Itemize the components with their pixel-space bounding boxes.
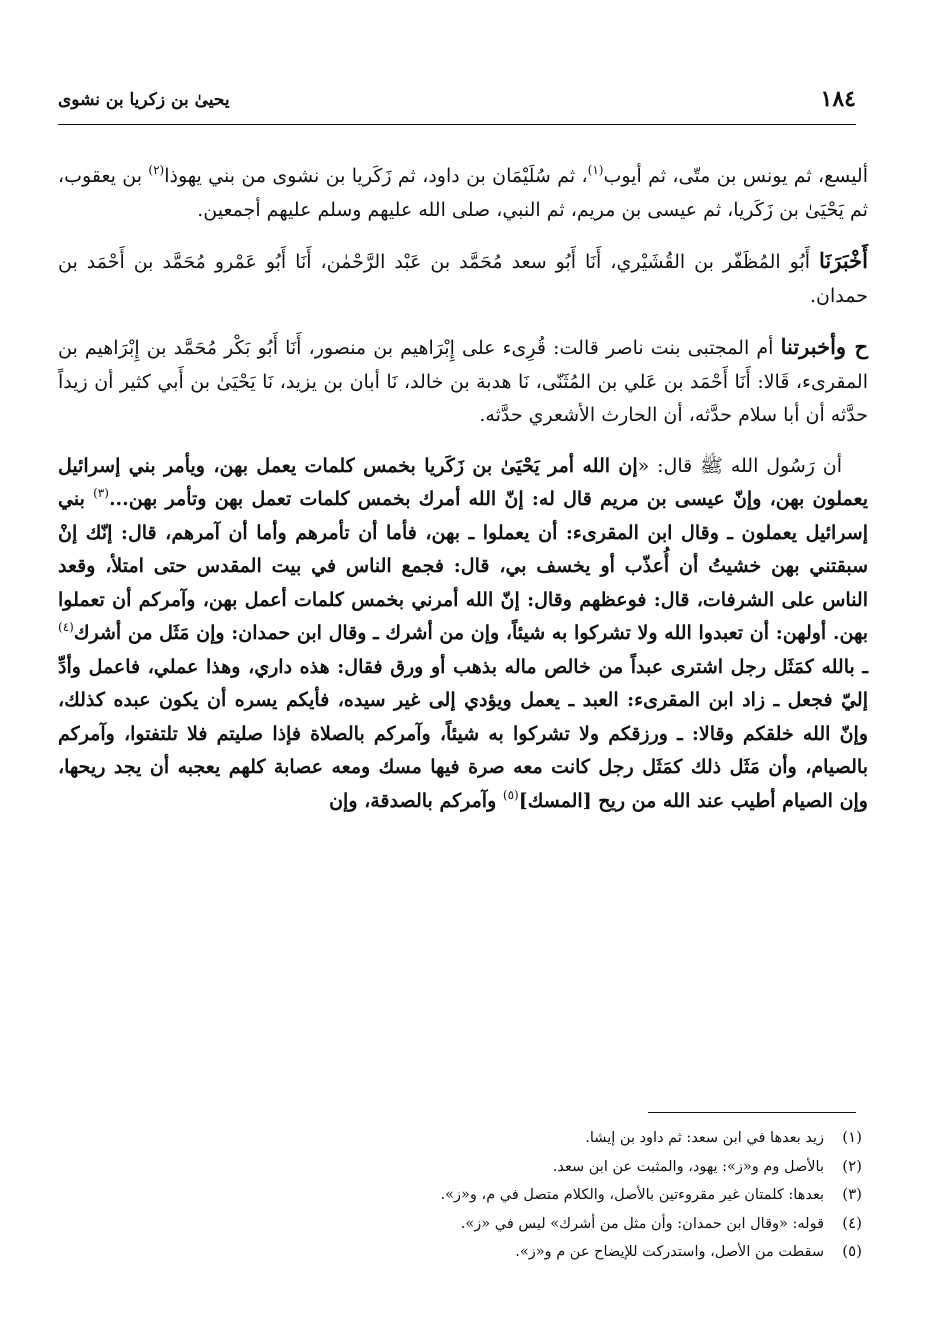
footnote [58, 1181, 862, 1210]
chain-opening: ح وأخبرتنا [780, 334, 869, 359]
footnote-text: بعدها: كلمتان غير مقروءتين بالأصل، والكلام متصل في م، و«ز». [440, 1187, 824, 1203]
footnote [58, 1153, 862, 1182]
main-text [58, 160, 868, 818]
footnote-marker: (٢) [148, 163, 165, 177]
footnote-number: (١) [842, 1128, 862, 1146]
footnote-marker: (٤) [58, 620, 74, 634]
footnote-divider [648, 1112, 856, 1113]
paragraph [58, 160, 868, 227]
running-title: يحيىٰ بن زكريا بن نشوى [58, 90, 230, 110]
hadith-text: إن الله أمر يَحْيَىٰ بن زَكَريا بخمس كلمات يعمل بهن، ويأمر بني إسرائيل يعملون بهن، وإنّ عيسى بن مريم قال له: إنّ الله أمرك بخمس كلمات تعمل بهن وتأمر بهن... [58, 454, 868, 510]
footnote-text: زيد بعدها في ابن سعد: ثم داود بن إيشا. [585, 1130, 824, 1146]
text-run: أليسع، ثم يونس بن متّى، ثم أيوب [603, 165, 868, 187]
footnote-marker: (١) [587, 163, 604, 177]
hadith-text: وآمركم بالصدقة، وإن [329, 789, 503, 812]
chain-opening: أَخْبَرَنَا [819, 248, 868, 273]
footnote-text: قوله: «وقال ابن حمدان: وأن مثل من أشرك» ليس في «ز». [460, 1215, 824, 1232]
text-run: بن يعقوب، ثم يَحْيَىٰ بن زَكَريا، ثم عيسى بن مريم، ثم النبي، صلى الله عليهم وسلم عليهم أجمعين. [58, 165, 868, 221]
footnotes [58, 1124, 862, 1267]
footnote-number: (٥) [842, 1242, 862, 1260]
text-run: أم المجتبى بنت ناصر قالت: قُرِىء على إِبْرَاهيم بن منصور، أَنَا أَبُو بَكْر مُحَمَّد بن إِبْرَاهيم بن المقرىء، قَالا: أَنَا أَحْمَد بن عَلي بن المُثَنّى، نَا هدبة بن خالد، نَا أبان بن يزيد، نَا يَحْيَىٰ بن أَبي كثير أن زيداً حدَّثه أن أبا سلام حدَّثه، أن الحارث الأشعري حدَّثه. [58, 337, 868, 426]
hadith-text: ـ بالله كمَثَل رجل اشترى عبداً من خالص ماله بذهب أو ورق فقال: هذه داري، وهذا عملي، فاعمل وأدِّ إليّ فجعل ـ زاد ابن المقرىء: العبد ـ يعمل ويؤدي إلى غير سيده، فأيكم يسره أن يكون عبده كذلك، وإنّ الله خلقكم وقالا: ـ ورزقكم ولا تشركوا به شيئاً، وآمركم بالصلاة فإذا صليتم فلا تلتفتوا، وآمركم بالصيام، وأن مَثَل ذلك كمَثَل رجل كانت معه صرة فيها مسك ومعه عصابة كلهم يعجبه أن يجد ريحها، وإن الصيام أطيب عند الله من ريح [المسك] [58, 655, 868, 812]
footnote-text: بالأصل وم و«ز»: يهود، والمثبت عن ابن سعد. [552, 1158, 824, 1175]
footnote-marker: (٥) [502, 787, 519, 802]
header-divider [58, 124, 856, 125]
text-run: ، ثم سُلَيْمَان بن داود، ثم زَكَريا بن نشوى من بني يهوذا [164, 165, 588, 187]
paragraph [58, 244, 868, 313]
footnote-number: (٤) [842, 1213, 862, 1232]
footnote-number: (٣) [842, 1185, 862, 1203]
page-header [58, 84, 856, 120]
page-number: ١٨٤ [820, 86, 856, 112]
footnote [58, 1210, 862, 1239]
footnote [58, 1124, 862, 1153]
footnote [58, 1238, 862, 1267]
footnote-marker: (٣) [93, 486, 109, 500]
hadith-text: بني إسرائيل يعملون ـ وقال ابن المقرىء: أن يعملوا ـ بهن، فأما أن تأمرهم وأما أن آمرهم، قال: إنّك إنْ سبقتني بهن خشيتُ أن أُعذّب أو يخسف بي، قال: فجمع الناس في بيت المقدس حتى امتلأ، وقعد الناس على الشرفات، قال: فوعظهم وقال: إنّ الله أمرني بخمس كلمات أعمل بهن، وآمركم أن تعملوا بهن. أولهن: أن تعبدوا الله ولا تشركوا به شيئاً، وإن من أشرك ـ وقال ابن حمدان: وإن مَثَل من أشرك [58, 488, 868, 644]
paragraph [58, 330, 868, 433]
text-run: أَبُو المُظَفّر بن القُشَيْري، أَنَا أَبُو سعد مُحَمَّد بن عَبْد الرَّحْمٰن، أَنَا أَبُو عَمْرو مُحَمَّد بن أَحْمَد بن حمدان. [58, 251, 868, 307]
paragraph [58, 450, 868, 819]
text-run: أن رَسُول الله ﷺ قال: « [637, 454, 842, 477]
footnote-text: سقطت من الأصل، واستدركت للإيضاح عن م و«ز». [515, 1244, 824, 1260]
footnote-number: (٢) [842, 1156, 862, 1175]
